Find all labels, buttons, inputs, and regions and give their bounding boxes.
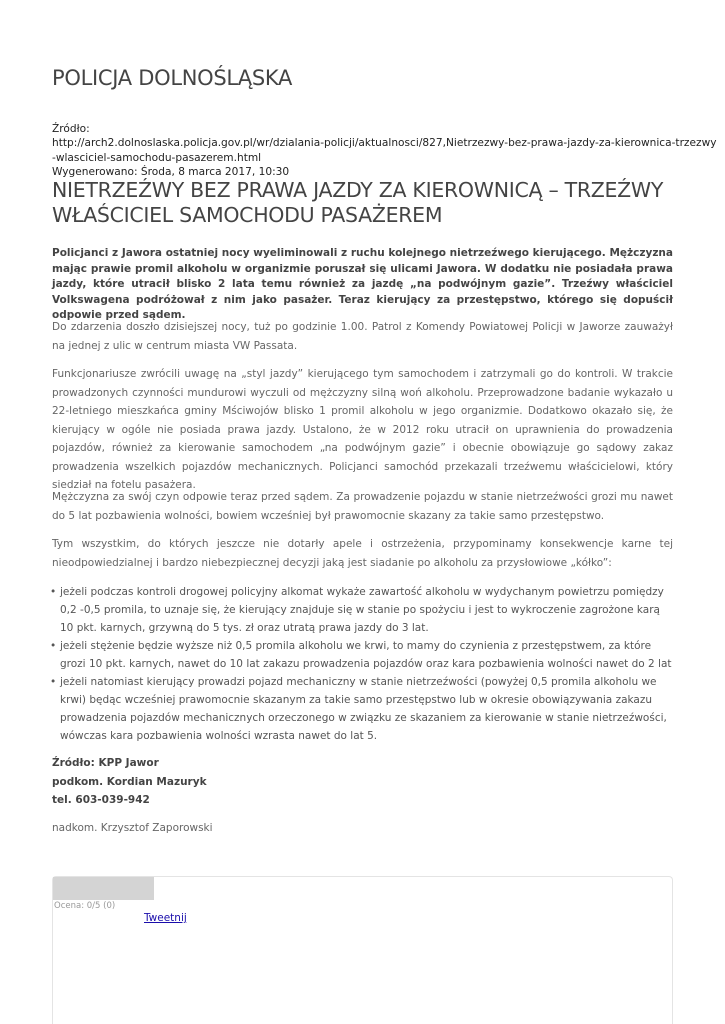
rating-panel	[52, 876, 673, 1024]
penalties-list	[52, 583, 673, 745]
source-url-line-2: -wlasciciel-samochodu-pasazerem.html	[52, 151, 262, 164]
list-item	[52, 637, 673, 673]
site-title: POLICJA DOLNOŚLĄSKA	[52, 66, 293, 90]
author-signature: nadkom. Krzysztof Zaporowski	[52, 822, 213, 834]
list-item-text: jeżeli natomiast kierujący prowadzi pojazd mechaniczny w stanie nietrzeźwości (powyżej 0,5 promila alkoholu we krwi) będąc wcześniej prawomocnie skazanym za takie samo przestępstwo lub w okresie obowiązywania zakazu prowadzenia pojazdów mechanicznych orzeczonego w związku ze skazaniem za kierowanie w stanie nietrzeźwości, wówczas kara pozbawienia wolności wzrasta nawet do lat 5.	[60, 676, 667, 742]
contact-phone: tel. 603-039-942	[52, 794, 150, 806]
rating-stars-bar[interactable]	[53, 877, 154, 900]
article-paragraph: Do zdarzenia doszło dzisiejszej nocy, tuż po godzinie 1.00. Patrol z Komendy Powiatowej Policji w Jaworze zauważył na jednej z ulic w centrum miasta VW Passata.	[52, 321, 673, 352]
article-title: NIETRZEŹWY BEZ PRAWA JAZDY ZA KIEROWNICĄ – TRZEŹWY WŁAŚCICIEL SAMOCHODU PASAŻEREM	[52, 178, 664, 227]
tweet-link[interactable]: Tweetnij	[144, 912, 187, 924]
rating-text: Ocena: 0/5 (0)	[54, 901, 116, 911]
list-item-text: jeżeli stężenie będzie wyższe niż 0,5 promila alkoholu we krwi, to mamy do czynienia z przestępstwem, za które grozi 10 pkt. karnych, nawet do 10 lat zakazu prowadzenia pojazdów oraz kara pozbawienia wolności nawet do 2 lat	[60, 640, 672, 670]
article-lead: Policjanci z Jawora ostatniej nocy wyeliminowali z ruchu kolejnego nietrzeźwego kierującego. Mężczyzna mając prawie promil alkoholu w organizmie poruszał się ulicami Jawora. W dodatku nie posiadała prawa jazdy, które utracił blisko 2 lata temu również za jazdę „na podwójnym gazie”. Trzeźwy właściciel Volkswagena podróżował z nim jako pasażer. Teraz kierujący za przestępstwo, którego się dopuścił odpowie przed sądem.	[52, 247, 673, 321]
list-item-text: jeżeli podczas kontroli drogowej policyjny alkomat wykaże zawartość alkoholu w wydychanym powietrzu pomiędzy 0,2 -0,5 promila, to uznaje się, że kierujący znajduje się w stanie po spożyciu i jest to wykroczenie zagrożone karą 10 pkt. karnych, grzywną do 5 tys. zł oraz utratą prawa jazdy do 3 lat.	[60, 586, 664, 634]
bullet-icon: •	[50, 586, 57, 598]
source-url-line-1: http://arch2.dolnoslaska.policja.gov.pl/wr/dzialania-policji/aktualnosci/827,Nietrzezwy-bez-prawa-jazdy-za-kierownica-trzezwy	[52, 137, 717, 150]
contact-name: podkom. Kordian Mazuryk	[52, 775, 207, 788]
generated-date: Wygenerowano: Środa, 8 marca 2017, 10:30	[52, 165, 290, 178]
bullet-icon: •	[50, 640, 57, 652]
bullet-icon: •	[50, 676, 57, 688]
article-paragraph: Tym wszystkim, do których jeszcze nie dotarły apele i ostrzeżenia, przypominamy konsekwencje karne tej nieodpowiedzialnej i bardzo niebezpiecznej decyzji jaką jest siadanie po alkoholu za przysłowiowe „kółko”:	[52, 538, 673, 569]
list-item	[52, 673, 673, 745]
article-paragraph: Funkcjonariusze zwrócili uwagę na „styl jazdy” kierującego tym samochodem i zatrzymali go do kontroli. W trakcie prowadzonych czynności mundurowi wyczuli od mężczyzny silną woń alkoholu. Przeprowadzone badanie wykazało u 22-letniego mieszkańca gminy Mściwojów blisko 1 promil alkoholu w jego organizmie. Dodatkowo okazało się, że kierujący w ogóle nie posiada prawa jazdy. Ustalono, że w 2012 roku utracił on uprawnienia do prowadzenia pojazdów, również za kierowanie samochodem „na podwójnym gazie” i obecnie obowiązuje go sądowy zakaz prowadzenia wszelkich pojazdów mechanicznych. Policjanci samochód przekazali trzeźwemu właścicielowi, który siedział na fotelu pasażera.	[52, 368, 673, 491]
list-item	[52, 583, 673, 637]
contact-source: Źródło: KPP Jawor	[52, 757, 159, 769]
contact-info	[52, 754, 207, 810]
source-label: Źródło:	[52, 123, 90, 135]
source-info	[52, 122, 717, 179]
article-paragraph: Mężczyzna za swój czyn odpowie teraz przed sądem. Za prowadzenie pojazdu w stanie nietrzeźwości grozi mu nawet do 5 lat pozbawienia wolności, bowiem wcześniej był prawomocnie skazany za takie samo przestępstwo.	[52, 491, 673, 522]
